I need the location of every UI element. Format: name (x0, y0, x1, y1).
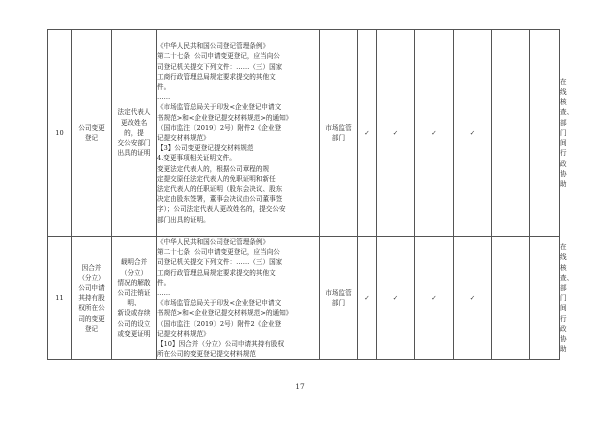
check-mark (377, 237, 415, 360)
basis-line: 第二十七条 公司申请变更登记，应当向公 (157, 248, 280, 257)
basis-line: （国市监注〔2019〕2号）附件2《企业登 (157, 123, 282, 132)
check-mark (454, 30, 492, 237)
check-mark-text: ✓ (364, 128, 370, 137)
requirement-text: 载明合并 （分立） 情况的解散 公司注销证 明、 新设或存续 公司的设立 或变更证明 (117, 258, 151, 338)
basis-line: 部门出具的证明。 (157, 215, 210, 224)
basis-line: 法定代表人的任职证明（股东会决议、股东 (157, 185, 283, 194)
verification-method-text: 在线核查、 部门间 行政协助 (560, 77, 574, 188)
check-mark (415, 30, 454, 237)
row-number-text: 10 (55, 128, 64, 137)
check-mark (415, 237, 454, 360)
check-mark-text: ✓ (469, 294, 476, 303)
basis-line: 第二十七条 公司申请变更登记，应当向公 (157, 52, 280, 61)
item-name (72, 30, 112, 237)
check-mark (530, 237, 560, 360)
check-mark-text: ✓ (364, 294, 370, 303)
requirement (112, 30, 157, 237)
department-text: 市场监管 部门 (325, 123, 352, 142)
basis-line: （国市监注〔2019〕2号）附件2《企业登 (157, 319, 282, 328)
basis-line: 《中华人民共和国公司登记管理条例》 (157, 238, 270, 246)
basis-line: 决定由股东签署，董事会决议由公司董事签 (157, 195, 283, 204)
row-number-text: 11 (55, 294, 64, 303)
check-mark (530, 30, 560, 237)
table-row (48, 237, 560, 360)
row-number (48, 237, 72, 360)
basis-line: 件。 (157, 278, 171, 287)
item-name-text: 公司变更 登记 (78, 123, 105, 142)
page-number: 17 (295, 382, 305, 391)
check-mark-text: ✓ (469, 128, 476, 137)
basis-line: …… (157, 289, 171, 298)
table-row (48, 30, 560, 237)
basis-line: 工商行政管理总局规定要求提交的其他文 (157, 72, 276, 81)
basis-line: 变更法定代表人的，根据公司章程的规 (157, 164, 270, 173)
check-mark (358, 237, 377, 360)
basis-line: 司登记机关提交下列文件：……（三）国家 (157, 258, 283, 267)
check-mark (454, 237, 492, 360)
check-mark (377, 30, 415, 237)
item-name (72, 237, 112, 360)
basis-line: 书规范>和<企业登记提交材料规范>的通知》 (157, 309, 293, 318)
basis-line: 件。 (157, 82, 171, 91)
basis-line: 《市场监管总局关于印发<企业登记申请文 (157, 103, 282, 112)
basis-line: 《中华人民共和国公司登记管理条例》 (157, 42, 270, 51)
verification-method-text: 在线核查、 部门间 行政协助 (560, 243, 574, 354)
basis-line: 定提交原任法定代表人的免职证明和新任 (157, 174, 276, 183)
basis-line: 4.变更事项相关证明文件。 (157, 154, 236, 163)
check-mark-text: ✓ (392, 294, 399, 303)
basis-line: …… (157, 93, 171, 102)
check-mark (492, 30, 530, 237)
department (320, 237, 358, 360)
department (320, 30, 358, 237)
legal-basis (157, 237, 320, 360)
requirements-table (47, 29, 574, 360)
basis-line: 《市场监管总局关于印发<企业登记申请文 (157, 299, 282, 308)
basis-line: 记提交材料规范》 (157, 329, 210, 338)
basis-line: 所在公司的变更登记提交材料规范 (157, 350, 256, 359)
check-mark-text: ✓ (431, 294, 437, 303)
basis-line: 记提交材料规范》 (157, 134, 210, 142)
basis-line: 【3】公司变更登记提交材料规范 (157, 144, 254, 153)
basis-line: 工商行政管理总局规定要求提交的其他文 (157, 268, 276, 277)
check-mark-text: ✓ (431, 128, 437, 137)
basis-line: 司登记机关提交下列文件：……（三）国家 (157, 62, 283, 71)
check-mark (358, 30, 377, 237)
check-mark-text: ✓ (392, 128, 399, 137)
requirement (112, 237, 157, 360)
legal-basis (157, 30, 320, 237)
item-name-text: 因合并 （分立） 公司申请 其持有股 权所在公 司的变更 登记 (78, 263, 105, 333)
requirement-text: 法定代表人 更改姓名 的，提 交公安部门 出具的证明 (117, 108, 151, 158)
department-text: 市场监管 部门 (325, 289, 352, 308)
basis-line: 【10】因合并（分立）公司申请其持有股权 (157, 340, 285, 349)
check-mark (492, 237, 530, 360)
basis-line: 书规范>和<企业登记提交材料规范>的通知》 (157, 113, 293, 122)
row-number (48, 30, 72, 237)
basis-line: 字）；公司法定代表人更改姓名的，提交公安 (157, 205, 286, 214)
